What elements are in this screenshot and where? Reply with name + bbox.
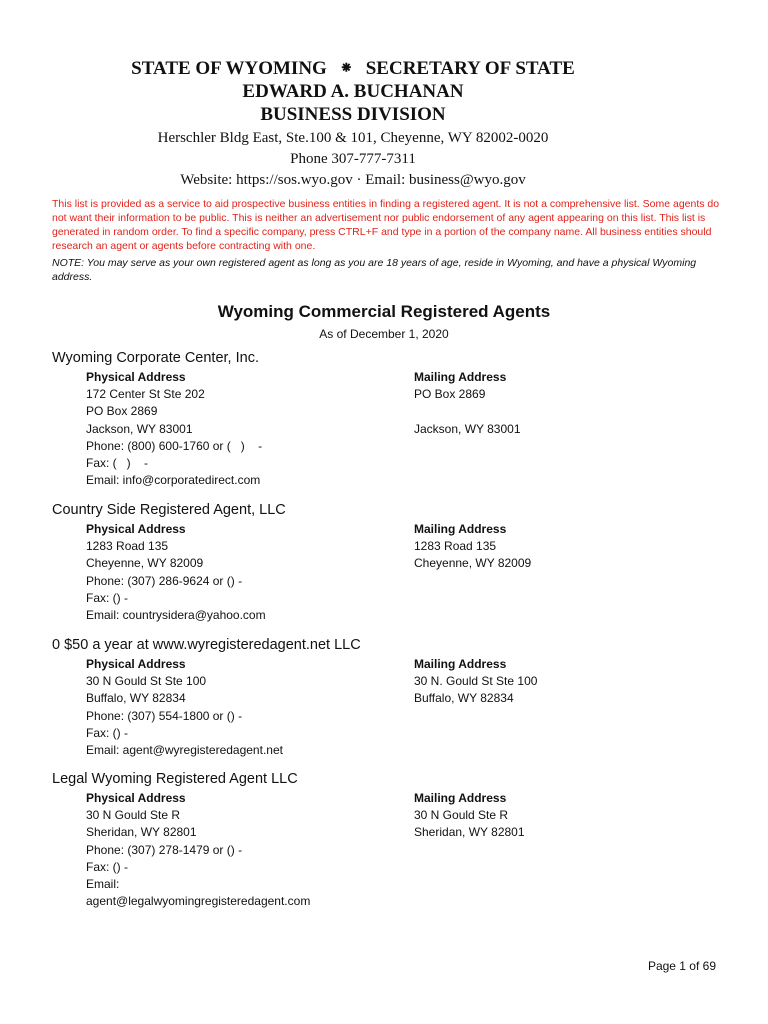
address-line: 30 N Gould St Ste 100 bbox=[86, 674, 207, 689]
address-line: 172 Center St Ste 202 bbox=[86, 387, 205, 402]
star-separator-icon: ⁕ bbox=[339, 60, 353, 77]
address-line: Buffalo, WY 82834 bbox=[414, 691, 514, 706]
phone-line: Phone: (307) 278-1479 or () - bbox=[86, 842, 243, 857]
as-of-date: As of December 1, 2020 bbox=[319, 327, 449, 341]
fax-line: Fax: () - bbox=[86, 725, 128, 740]
address-line: 1283 Road 135 bbox=[414, 539, 497, 554]
address-line: Cheyenne, WY 82009 bbox=[86, 556, 204, 571]
physical-address-label: Physical Address bbox=[86, 791, 186, 805]
division-name: BUSINESS DIVISION bbox=[260, 104, 446, 125]
email-line: Email: info@corporatedirect.com bbox=[86, 473, 261, 488]
physical-address-block bbox=[86, 656, 386, 759]
phone-line: Phone: (800) 600-1760 or ( ) - bbox=[86, 438, 263, 453]
phone-line: Phone: (307) 554-1800 or () - bbox=[86, 708, 243, 723]
secretary-title: SECRETARY OF STATE bbox=[365, 58, 575, 79]
fax-line: Fax: () - bbox=[86, 859, 128, 874]
phone-line: Phone: (307) 286-9624 or () - bbox=[86, 573, 243, 588]
disclaimer-text: This list is provided as a service to aid prospective business entities in finding a registered agent. It is not a comprehensive list. Some agents do not want their information to be public. This is neither an advertisement nor public endorsement of any agent appearing on this list. This list is generated in random order. To find a specific company, press CTRL+F and type in a portion of the company name. All business entities should research an agent or agents before contracting with one. bbox=[52, 198, 720, 252]
note-text: NOTE: You may serve as your own registered agent as long as you are 18 years of age, reside in Wyoming, and have a physical Wyoming address. bbox=[52, 257, 697, 283]
mailing-address-block bbox=[414, 521, 714, 573]
mailing-address-label: Mailing Address bbox=[414, 791, 507, 805]
address-line: 30 N Gould Ste R bbox=[86, 808, 181, 823]
physical-address-block bbox=[86, 369, 386, 489]
mailing-address-block bbox=[414, 656, 714, 708]
mailing-address-label: Mailing Address bbox=[414, 657, 507, 671]
agent-name: Legal Wyoming Registered Agent LLC bbox=[52, 771, 298, 787]
state-title: STATE OF WYOMING bbox=[131, 58, 327, 79]
address-line: Sheridan, WY 82801 bbox=[414, 825, 525, 840]
mailing-address-block bbox=[414, 790, 714, 842]
address-line bbox=[414, 403, 714, 420]
address-line: PO Box 2869 bbox=[414, 387, 486, 402]
address-line: 30 N Gould Ste R bbox=[414, 808, 509, 823]
address-line: Sheridan, WY 82801 bbox=[86, 825, 197, 840]
agent-name: 0 $50 a year at www.wyregisteredagent.net LLC bbox=[52, 637, 361, 653]
agent-name: Wyoming Corporate Center, Inc. bbox=[52, 350, 259, 366]
address-line: 1283 Road 135 bbox=[86, 539, 169, 554]
secretary-name: EDWARD A. BUCHANAN bbox=[242, 81, 464, 102]
physical-address-block bbox=[86, 521, 386, 624]
email-line: Email: countrysidera@yahoo.com bbox=[86, 608, 266, 623]
physical-address-label: Physical Address bbox=[86, 522, 186, 536]
address-line: Cheyenne, WY 82009 bbox=[414, 556, 532, 571]
physical-address-label: Physical Address bbox=[86, 370, 186, 384]
physical-address-label: Physical Address bbox=[86, 657, 186, 671]
address-line: Jackson, WY 83001 bbox=[414, 421, 521, 436]
office-website: Website: https://sos.wyo.gov · Email: business@wyo.gov bbox=[180, 172, 526, 188]
header-title bbox=[0, 58, 706, 80]
agent-name: Country Side Registered Agent, LLC bbox=[52, 502, 286, 518]
list-title: Wyoming Commercial Registered Agents bbox=[217, 302, 551, 321]
mailing-address-label: Mailing Address bbox=[414, 522, 507, 536]
fax-line: Fax: ( ) - bbox=[86, 456, 148, 471]
email-line: agent@legalwyomingregisteredagent.com bbox=[86, 894, 311, 909]
office-address: Herschler Bldg East, Ste.100 & 101, Cheyenne, WY 82002-0020 bbox=[157, 130, 549, 146]
physical-address-block bbox=[86, 790, 386, 910]
address-line: 30 N. Gould St Ste 100 bbox=[414, 674, 538, 689]
office-phone: Phone 307-777-7311 bbox=[290, 151, 416, 167]
mailing-address-block bbox=[414, 369, 714, 438]
address-line: Jackson, WY 83001 bbox=[86, 421, 193, 436]
page-number: Page 1 of 69 bbox=[647, 959, 716, 973]
fax-line: Fax: () - bbox=[86, 590, 128, 605]
mailing-address-label: Mailing Address bbox=[414, 370, 507, 384]
address-line: PO Box 2869 bbox=[86, 404, 158, 419]
address-line: Buffalo, WY 82834 bbox=[86, 691, 186, 706]
email-line: Email: agent@wyregisteredagent.net bbox=[86, 743, 283, 758]
email-label: Email: bbox=[86, 877, 120, 892]
